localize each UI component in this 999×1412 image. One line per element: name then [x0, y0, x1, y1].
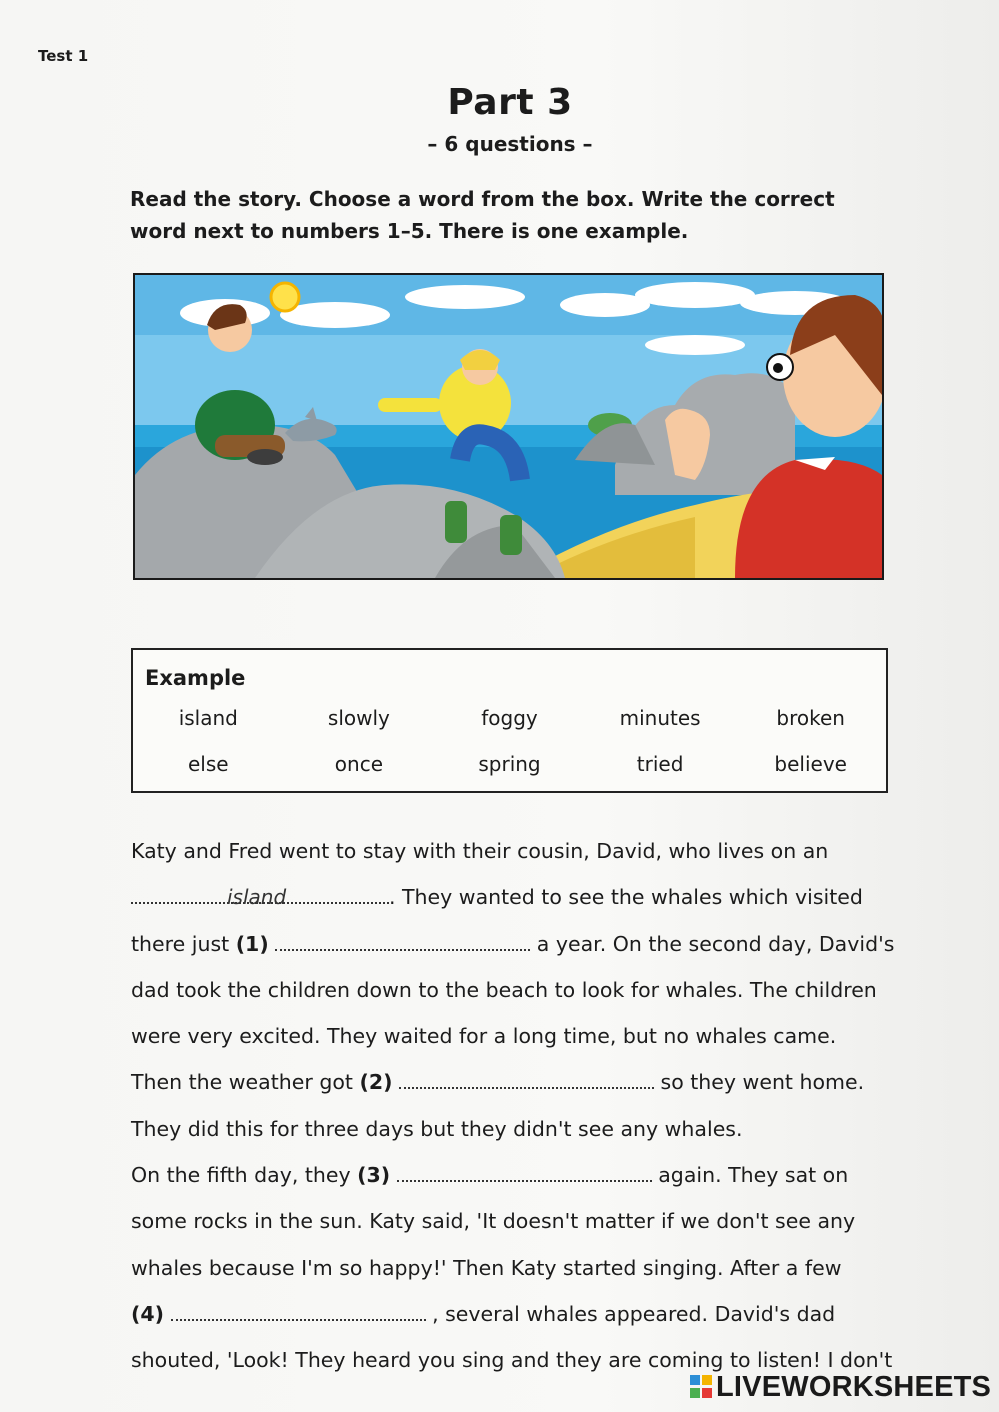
word-option: spring: [478, 752, 541, 776]
answer-blank-4[interactable]: [171, 1299, 426, 1321]
word-box: [131, 648, 888, 793]
liveworksheets-logo-icon: [690, 1375, 712, 1399]
story-line: Then the weather got (2) so they went home.: [131, 1059, 901, 1105]
word-option: slowly: [327, 706, 390, 730]
word-list: [133, 706, 886, 776]
test-label: Test 1: [38, 47, 89, 65]
word-option: else: [188, 752, 229, 776]
word-option: minutes: [619, 706, 701, 730]
word-box-label: Example: [145, 666, 246, 690]
answer-blank-2[interactable]: [399, 1067, 654, 1089]
story-line: Katy and Fred went to stay with their cousin, David, who lives on an: [131, 839, 829, 863]
part-subtitle: – 6 questions –: [427, 132, 593, 156]
part-title: Part 3: [447, 82, 573, 123]
question-number-1: (1): [235, 931, 269, 956]
story-line: were very excited. They waited for a long time, but no whales came.: [131, 1024, 837, 1049]
word-option: once: [334, 752, 383, 776]
liveworksheets-logo[interactable]: [690, 1372, 991, 1402]
liveworksheets-brand: LIVEWORKSHEETS: [716, 1370, 992, 1403]
instructions: Read the story. Choose a word from the box. Write the correct word next to numbers 1–5. There is one example.: [130, 187, 835, 243]
story-line: shouted, 'Look! They heard you sing and they are coming to listen! I don't: [131, 1348, 893, 1373]
story-line: On the fifth day, they (3) again. They sat on: [131, 1152, 901, 1198]
answer-blank-1[interactable]: [275, 929, 530, 951]
word-option: foggy: [481, 706, 538, 730]
story-line: They did this for three days but they didn't see any whales.: [131, 1116, 743, 1141]
answer-blank-3[interactable]: [397, 1160, 652, 1182]
question-number-2: (2): [359, 1070, 393, 1095]
example-answer-blank: [131, 882, 389, 910]
example-answer: island: [227, 885, 287, 910]
story-line: dad took the children down to the beach to look for whales. The children: [131, 977, 877, 1002]
word-option: broken: [776, 706, 845, 730]
story-text: [131, 828, 901, 1384]
story-line: whales because I'm so happy!' Then Katy started singing. After a few: [131, 1255, 842, 1280]
story-line: there just (1) a year. On the second day, David's: [131, 921, 901, 967]
word-option: island: [178, 706, 238, 730]
story-line: island . They wanted to see the whales which visited: [131, 874, 901, 920]
word-option: believe: [774, 752, 847, 776]
story-illustration: [133, 273, 884, 580]
story-line: some rocks in the sun. Katy said, 'It doesn't matter if we don't see any: [131, 1209, 856, 1234]
story-line: (4) , several whales appeared. David's dad: [131, 1291, 901, 1337]
word-option: tried: [636, 752, 684, 776]
question-number-4: (4): [131, 1301, 165, 1326]
question-number-3: (3): [357, 1163, 391, 1188]
